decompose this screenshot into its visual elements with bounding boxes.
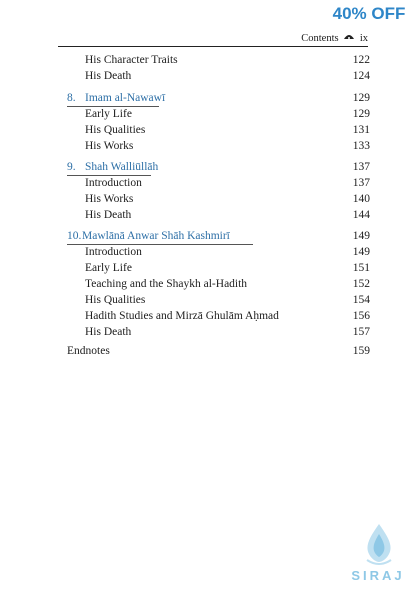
toc-entry-title: His Death bbox=[85, 209, 132, 221]
toc-chapter-title: Mawlānā Anwar Shāh Kashmirī bbox=[82, 230, 230, 242]
toc-chapter-number: 9. bbox=[67, 161, 76, 173]
toc-entry-page: 137 bbox=[352, 177, 370, 189]
toc-entry-title: Introduction bbox=[85, 177, 142, 189]
toc-chapter-page: 129 bbox=[352, 92, 370, 104]
toc-entry bbox=[0, 139, 420, 154]
toc-entry-page: 157 bbox=[352, 326, 370, 338]
toc-entry-title: His Qualities bbox=[85, 124, 146, 136]
toc-endnotes-title: Endnotes bbox=[67, 345, 110, 357]
toc-entry bbox=[0, 69, 420, 84]
toc-entry-page: 144 bbox=[352, 209, 370, 221]
toc-entry bbox=[0, 277, 420, 292]
toc-entry bbox=[0, 107, 420, 122]
toc-entry-page: 149 bbox=[352, 246, 370, 258]
toc-entry bbox=[0, 261, 420, 276]
toc-entry-title: His Qualities bbox=[85, 294, 146, 306]
toc-entry bbox=[0, 245, 420, 260]
ornament-icon bbox=[343, 32, 355, 44]
toc-entry-page: 133 bbox=[352, 140, 370, 152]
toc-entry-page: 154 bbox=[352, 294, 370, 306]
toc-endnotes-page: 159 bbox=[352, 345, 370, 357]
toc-entry-page: 122 bbox=[352, 54, 370, 66]
toc-entry-page: 151 bbox=[352, 262, 370, 274]
siraj-logo-icon bbox=[339, 520, 419, 600]
siraj-logo-wordmark: SIRAJ bbox=[351, 568, 405, 583]
toc-chapter bbox=[0, 91, 420, 106]
toc-entry-title: Introduction bbox=[85, 246, 142, 258]
toc-chapter-page: 137 bbox=[352, 161, 370, 173]
toc-entry-page: 140 bbox=[352, 193, 370, 205]
toc-entry-title: Early Life bbox=[85, 108, 132, 120]
toc-entry-page: 129 bbox=[352, 108, 370, 120]
toc-entry-title: His Death bbox=[85, 70, 132, 82]
toc-entry bbox=[0, 176, 420, 191]
toc-entry bbox=[0, 309, 420, 324]
toc-entry bbox=[0, 325, 420, 340]
running-head-page: ix bbox=[359, 33, 368, 44]
toc-entry-title: Early Life bbox=[85, 262, 132, 274]
toc-chapter-title: Imam al-Nawawī bbox=[85, 92, 166, 104]
toc-entry bbox=[0, 293, 420, 308]
toc-entry-page: 156 bbox=[352, 310, 370, 322]
toc-endnotes bbox=[0, 344, 420, 359]
toc-entry bbox=[0, 53, 420, 68]
toc-entry-title: Teaching and the Shaykh al-Hadith bbox=[85, 278, 248, 290]
toc-entry-page: 152 bbox=[352, 278, 370, 290]
toc-entry-page: 131 bbox=[352, 124, 370, 136]
toc-entry-title: His Works bbox=[85, 140, 134, 152]
toc-chapter bbox=[0, 229, 420, 244]
toc-entry-title: His Death bbox=[85, 326, 132, 338]
toc-chapter-number: 8. bbox=[67, 92, 76, 104]
toc-entry-title: His Character Traits bbox=[85, 54, 178, 66]
toc-chapter bbox=[0, 160, 420, 175]
toc-entry bbox=[0, 123, 420, 138]
toc-entry bbox=[0, 208, 420, 223]
running-head bbox=[58, 32, 368, 47]
toc-chapter-title: Shah Walliūllāh bbox=[85, 161, 159, 173]
toc-entry-title: Hadith Studies and Mirzā Ghulām Aḥmad bbox=[85, 310, 279, 322]
toc-entry bbox=[0, 192, 420, 207]
toc-entry-page: 124 bbox=[352, 70, 370, 82]
toc-entry-title: His Works bbox=[85, 193, 134, 205]
toc-chapter-page: 149 bbox=[352, 230, 370, 242]
discount-badge: 40% OFF bbox=[318, 0, 420, 28]
toc-chapter-number: 10. bbox=[67, 230, 82, 242]
running-head-label: Contents bbox=[301, 33, 339, 44]
